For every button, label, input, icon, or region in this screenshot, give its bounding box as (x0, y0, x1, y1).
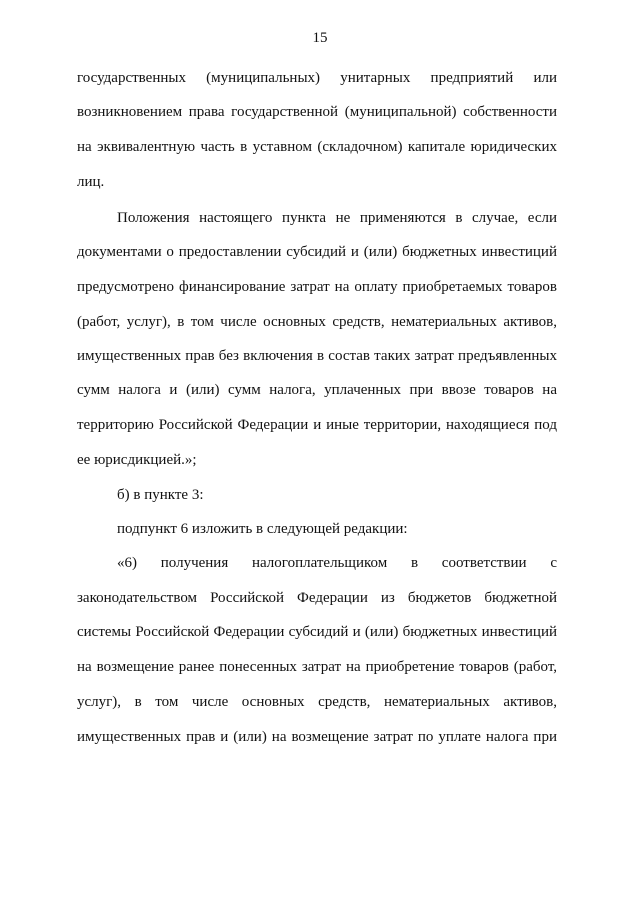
text-line: имущественных прав без включения в состав таких затрат предъявленных (77, 348, 557, 364)
text-line: ее юрисдикцией.»; (77, 452, 197, 468)
text-line: лиц. (77, 174, 105, 190)
text-line: на возмещение ранее понесенных затрат на приобретение товаров (работ, (77, 659, 557, 675)
text-line: законодательством Российской Федерации из бюджетов бюджетной (77, 590, 557, 606)
text-line: Положения настоящего пункта не применяются в случае, если (117, 210, 557, 226)
text-line: на эквивалентную часть в уставном (складочном) капитале юридических (77, 139, 557, 155)
text-line: предусмотрено финансирование затрат на оплату приобретаемых товаров (77, 279, 557, 295)
text-line: подпункт 6 изложить в следующей редакции: (117, 521, 408, 537)
text-line: документами о предоставлении субсидий и (или) бюджетных инвестиций (77, 244, 557, 260)
text-line: государственных (муниципальных) унитарных предприятий или (77, 70, 557, 86)
text-line: услуг), в том числе основных средств, нематериальных активов, (77, 694, 557, 710)
text-line: (работ, услуг), в том числе основных средств, нематериальных активов, (77, 314, 557, 330)
text-line: «6) получения налогоплательщиком в соответствии с (117, 555, 557, 571)
text-line: возникновением права государственной (муниципальной) собственности (77, 104, 557, 120)
text-line: системы Российской Федерации субсидий и (или) бюджетных инвестиций (77, 624, 557, 640)
text-line: б) в пункте 3: (117, 487, 204, 503)
text-line: имущественных прав и (или) на возмещение затрат по уплате налога при (77, 729, 557, 745)
page-number: 15 (312, 30, 328, 46)
text-line: сумм налога и (или) сумм налога, уплаченных при ввозе товаров на (77, 382, 557, 398)
text-line: территорию Российской Федерации и иные территории, находящиеся под (77, 417, 557, 433)
